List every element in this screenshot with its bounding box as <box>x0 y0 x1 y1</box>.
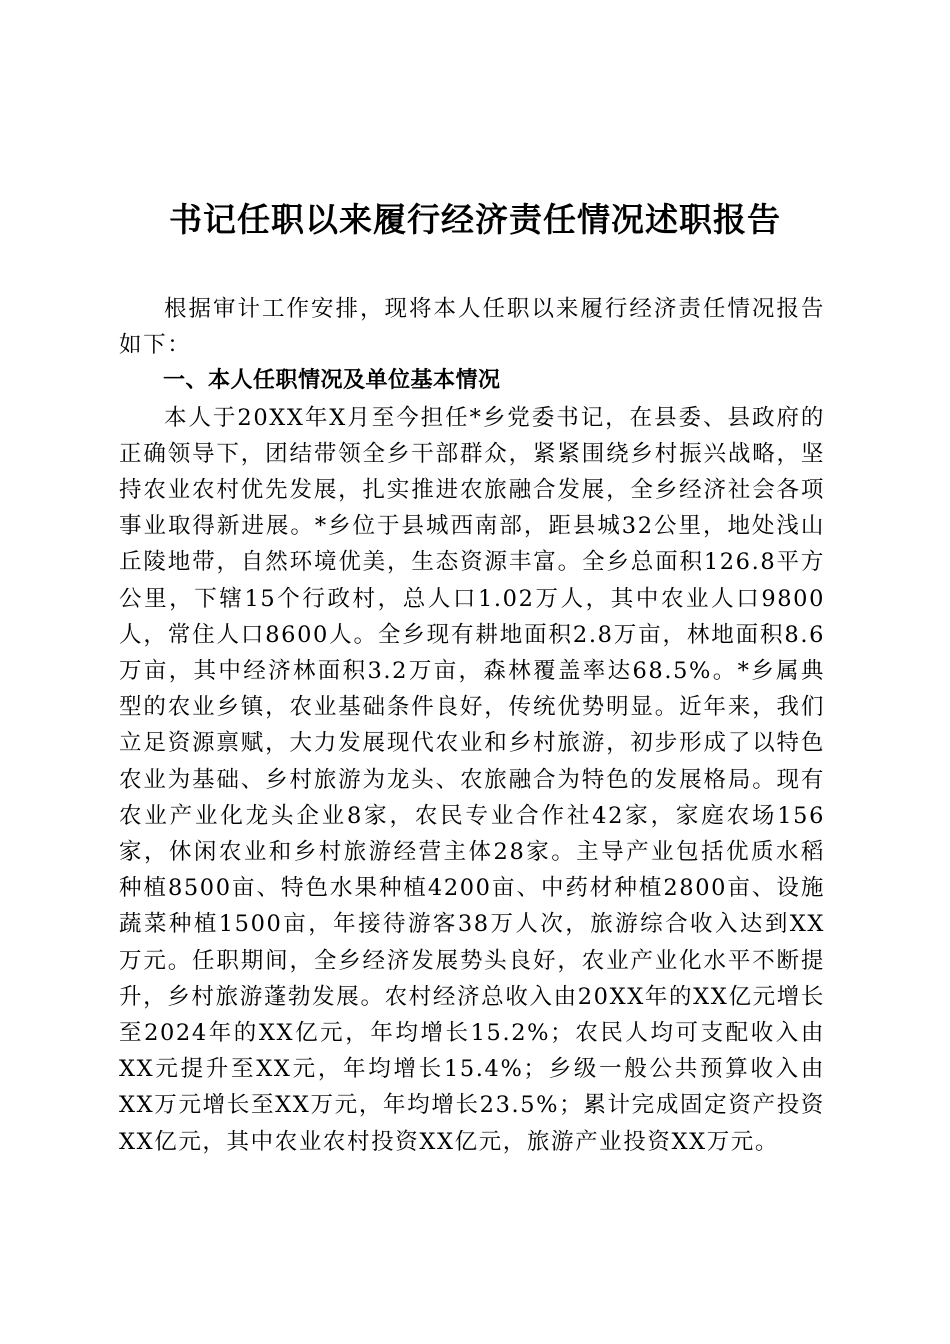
section-heading-1: 一、本人任职情况及单位基本情况 <box>163 368 501 394</box>
document-title: 书记任职以来履行经济责任情况述职报告 <box>169 200 781 239</box>
section-1-paragraph: 本人于20XX年X月至今担任*乡党委书记，在县委、县政府的正确领导下，团结带领全乡干部群众，紧紧围绕乡村振兴战略，坚持农业农村优先发展，扎实推进农旅融合发展，全乡经济社会各项事业取得新进展。*乡位于县城西南部，距县城32公里，地处浅山丘陵地带，自然环境优美，生态资源丰富。全乡总面积126.8平方公里，下辖15个行政村，总人口1.02万人，其中农业人口9800人，常住人口8600人。全乡现有耕地面积2.8万亩，林地面积8.6万亩，其中经济林面积3.2万亩，森林覆盖率达68.5%。*乡属典型的农业乡镇，农业基础条件良好，传统优势明显。近年来，我们立足资源禀赋，大力发展现代农业和乡村旅游，初步形成了以特色农业为基础、乡村旅游为龙头、农旅融合为特色的发展格局。现有农业产业化龙头企业8家，农民专业合作社42家，家庭农场156家，休闲农业和乡村旅游经营主体28家。主导产业包括优质水稻种植8500亩、特色水果种植4200亩、中药材种植2800亩、设施蔬菜种植1500亩，年接待游客38万人次，旅游综合收入达到XX万元。任职期间，全乡经济发展势头良好，农业产业化水平不断提升，乡村旅游蓬勃发展。农村经济总收入由20XX年的XX亿元增长至2024年的XX亿元，年均增长15.2%；农民人均可支配收入由XX元提升至XX元，年均增长15.4%；乡级一般公共预算收入由XX万元增长至XX万元，年均增长23.5%；累计完成固定资产投资XX亿元，其中农业农村投资XX亿元，旅游产业投资XX万元。 <box>119 404 825 1155</box>
intro-paragraph: 根据审计工作安排，现将本人任职以来履行经济责任情况报告如下： <box>119 296 825 359</box>
document-body <box>119 291 825 1160</box>
